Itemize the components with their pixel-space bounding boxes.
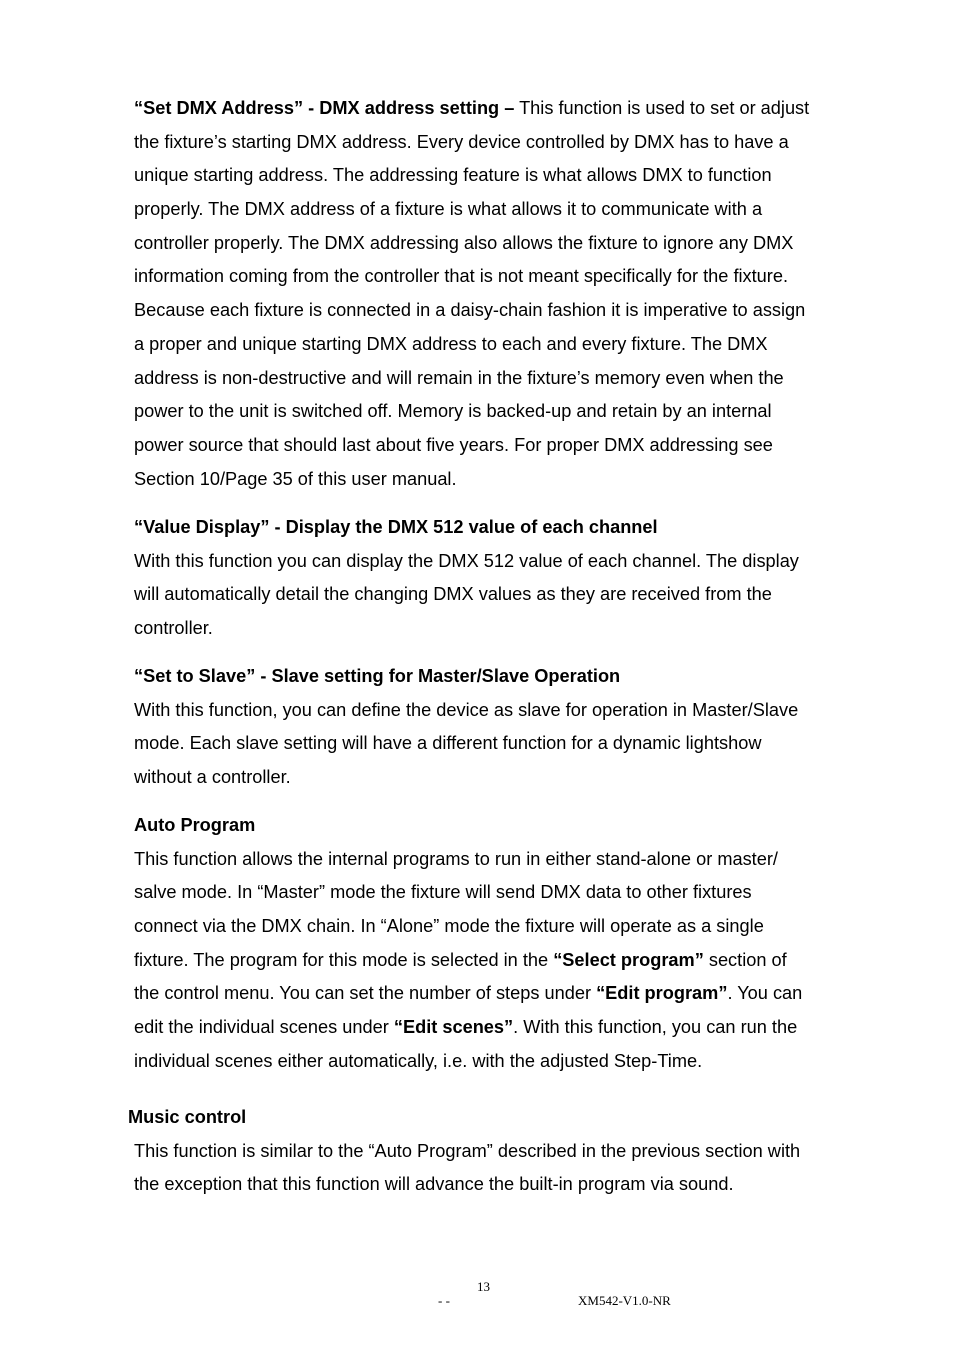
document-code: XM542-V1.0-NR [578, 1293, 671, 1308]
paragraph-line: the control menu. You can set the number of steps under “Edit program”. You can [134, 983, 803, 1004]
section-heading: “Set DMX Address” - DMX address setting – [134, 98, 515, 118]
paragraph-line: properly. The DMX address of a fixture is what allows it to communicate with a [134, 199, 763, 220]
paragraph-line: controller. [134, 618, 213, 639]
paragraph-line: With this function you can display the DMX 512 value of each channel. The display [134, 550, 799, 571]
paragraph-line: connect via the DMX chain. In “Alone” mode the fixture will operate as a single [134, 916, 764, 937]
paragraph-line: edit the individual scenes under “Edit scenes”. With this function, you can run the [134, 1017, 798, 1038]
section-set-to-slave [134, 660, 854, 795]
paragraph-line: salve mode. In “Master” mode the fixture will send DMX data to other fixtures [134, 882, 752, 903]
paragraph-line: individual scenes either automatically, i.e. with the adjusted Step-Time. [134, 1050, 703, 1071]
paragraph-line: unique starting address. The addressing feature is what allows DMX to function [134, 165, 772, 186]
paragraph-line: This function is similar to the “Auto Program” described in the previous section with [134, 1140, 801, 1161]
section-music-control [128, 1101, 848, 1202]
section-set-dmx-address [134, 92, 854, 496]
paragraph-line: With this function, you can define the device as slave for operation in Master/Slave [134, 699, 799, 720]
paragraph-line: mode. Each slave setting will have a different function for a dynamic lightshow [134, 733, 762, 754]
paragraph-line: This function allows the internal programs to run in either stand-alone or master/ [134, 848, 778, 869]
paragraph-line: “Set DMX Address” - DMX address setting – This function is used to set or adjust [134, 98, 810, 118]
paragraph-line: without a controller. [134, 767, 291, 788]
paragraph-line: power source that should last about five years. For proper DMX addressing see [134, 434, 773, 455]
paragraph-line: will automatically detail the changing DMX values as they are received from the [134, 584, 772, 605]
menu-reference: “Select program” [553, 949, 704, 970]
paragraph-line: address is non-destructive and will remain in the fixture’s memory even when the [134, 367, 784, 388]
paragraph-line: Section 10/Page 35 of this user manual. [134, 468, 457, 489]
paragraph-line: information coming from the controller that is not meant specifically for the fixture. [134, 266, 789, 287]
section-heading: “Value Display” - Display the DMX 512 value of each channel [134, 517, 658, 537]
page-number: 13 [477, 1279, 490, 1294]
paragraph-line: the fixture’s starting DMX address. Every device controlled by DMX has to have a [134, 131, 789, 152]
menu-reference: “Edit program” [596, 983, 728, 1004]
footer-dashes: - - [438, 1293, 450, 1308]
paragraph-line: controller properly. The DMX addressing also allows the fixture to ignore any DMX [134, 232, 794, 253]
paragraph-line: fixture. The program for this mode is selected in the “Select program” section of [134, 949, 787, 970]
section-heading: “Set to Slave” - Slave setting for Master/Slave Operation [134, 666, 621, 686]
paragraph-line: the exception that this function will advance the built-in program via sound. [134, 1174, 734, 1195]
section-heading: Music control [128, 1107, 247, 1127]
section-heading: Auto Program [134, 815, 256, 835]
paragraph-line: a proper and unique starting DMX address to each and every fixture. The DMX [134, 333, 768, 354]
paragraph-line: power to the unit is switched off. Memory is backed-up and retain by an internal [134, 401, 772, 422]
section-auto-program [134, 809, 854, 1079]
paragraph-line: Because each fixture is connected in a daisy-chain fashion it is imperative to assign [134, 300, 806, 321]
section-value-display [134, 511, 854, 646]
menu-reference: “Edit scenes” [393, 1017, 514, 1038]
